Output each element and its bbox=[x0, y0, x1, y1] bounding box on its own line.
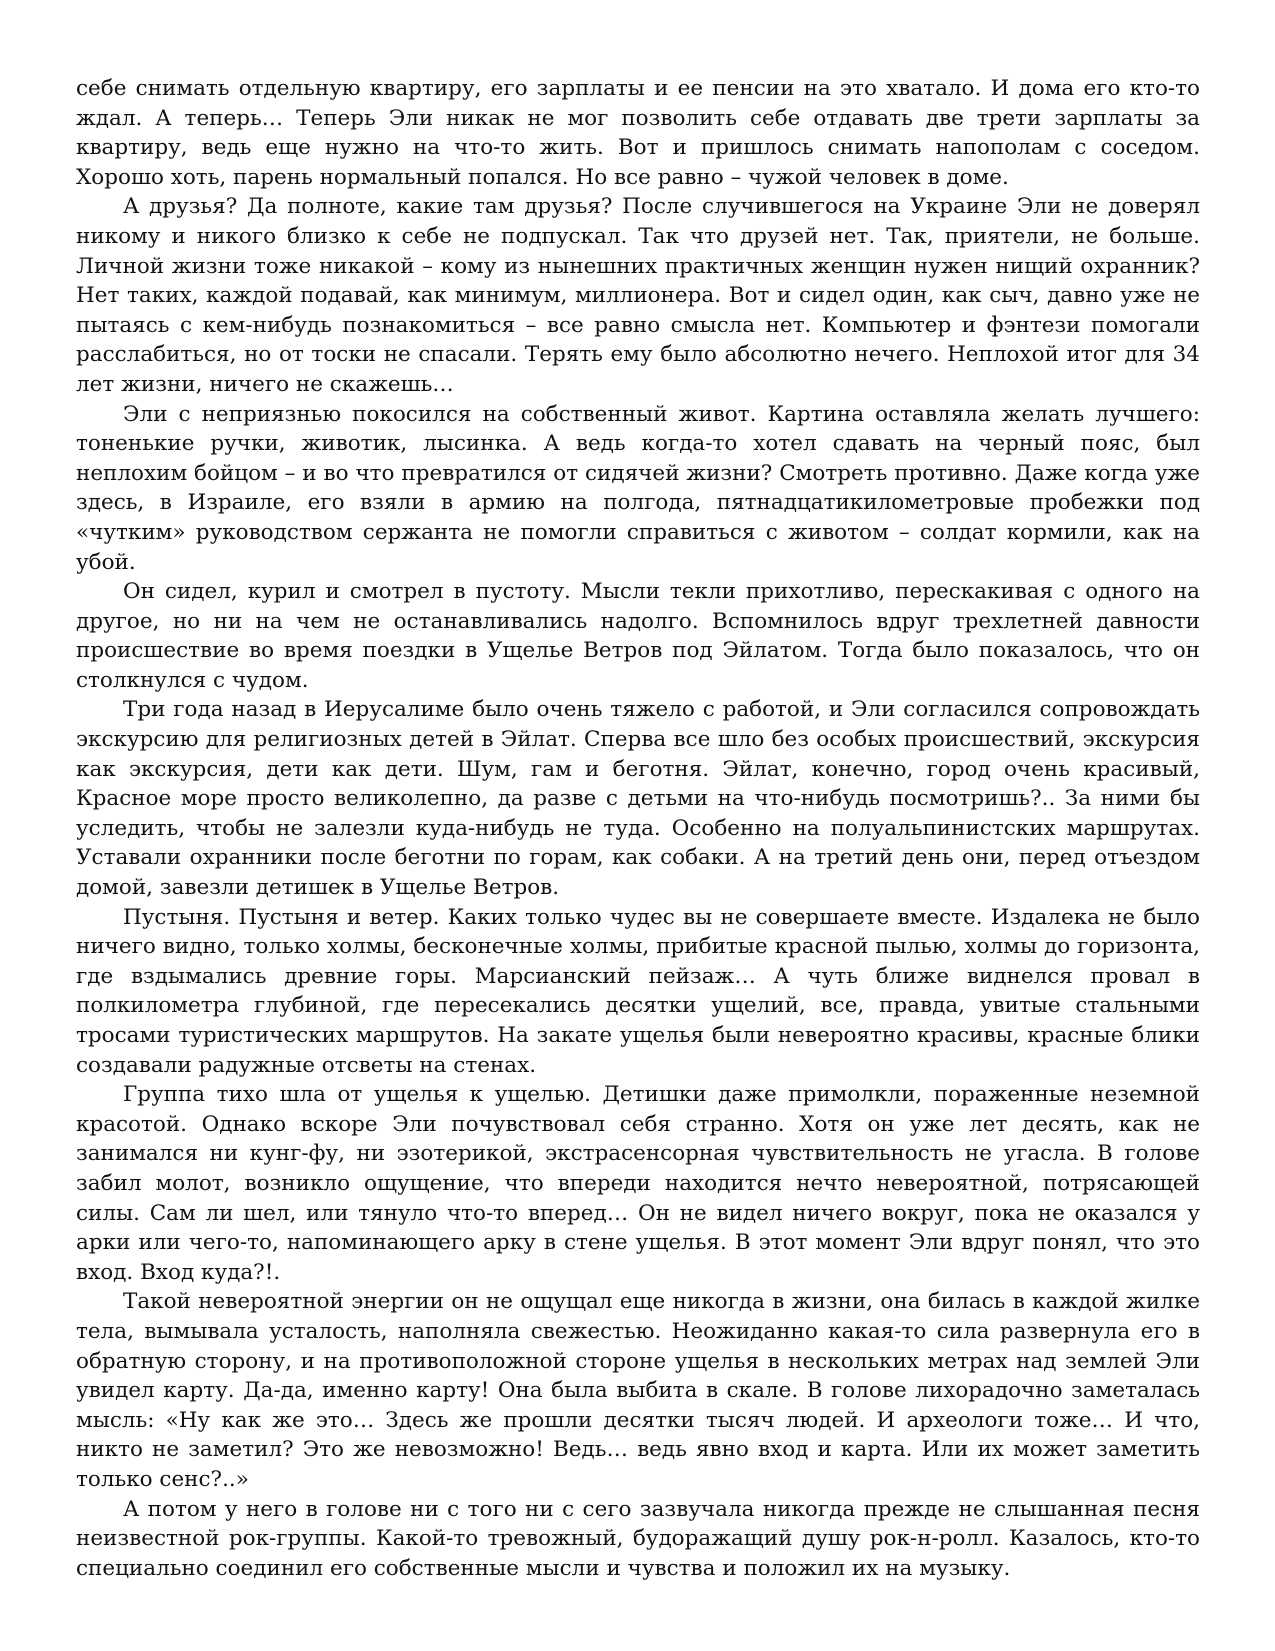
paragraph-5: Три года назад в Иерусалиме было очень тяжело с работой, и Эли согласился сопровождать экскурсию для религиозных детей в Эйлат. Сперва все шло без особых происшествий, экскурсия как экскурсия, дети как дети. Шум, гам и беготня. Эйлат, конечно, город очень красивый, Красное море просто великолепно, да разве с детьми на что-нибудь посмотришь?.. За ними бы уследить, чтобы не залезли куда-нибудь не туда. Особенно на полуальпинистских маршрутах. Уставали охранники после беготни по горам, как собаки. А на третий день они, перед отъездом домой, завезли детишек в Ущелье Ветров. bbox=[76, 697, 1200, 901]
paragraph-8: Такой невероятной энергии он не ощущал еще никогда в жизни, она билась в каждой жилке тела, вымывала усталость, наполняла свежестью. Неожиданно какая-то сила развернула его в обратную сторону, и на противоположной стороне ущелья в нескольких метрах над землей Эли увидел карту. Да-да, именно карту! Она была выбита в скале. В голове лихорадочно заметалась мысль: «Ну как же это… Здесь же прошли десятки тысяч людей. И археологи тоже… И что, никто не заметил? Это же невозможно! Ведь… ведь явно вход и карта. Или их может заметить только сенс?..» bbox=[76, 1289, 1200, 1492]
paragraph-4: Он сидел, курил и смотрел в пустоту. Мысли текли прихотливо, перескакивая с одного на другое, но ни на чем не останавливались надолго. Вспомнилось вдруг трехлетней давности происшествие во время поездки в Ущелье Ветров под Эйлатом. Тогда было показалось, что он столкнулся с чудом. bbox=[76, 579, 1200, 693]
paragraph-7: Группа тихо шла от ущелья к ущелью. Детишки даже примолкли, пораженные неземной красотой. Однако вскоре Эли почувствовал себя странно. Хотя он уже лет десять, как не занимался ни кунг-фу, ни эзотерикой, экстрасенсорная чувствительность не угасла. В голове забил молот, возникло ощущение, что впереди находится нечто невероятной, потрясающей силы. Сам ли шел, или тянуло что-то вперед… Он не видел ничего вокруг, пока не оказался у арки или чего-то, напоминающего арку в стене ущелья. В этот момент Эли вдруг понял, что это вход. Вход куда?!. bbox=[76, 1082, 1200, 1285]
paragraph-1: себе снимать отдельную квартиру, его зарплаты и ее пенсии на это хватало. И дома его кто-то ждал. А теперь… Теперь Эли никак не мог позволить себе отдавать две трети зарплаты за квартиру, ведь еще нужно на что-то жить. Вот и пришлось снимать напополам с соседом. Хорошо хоть, парень нормальный попался. Но все равно – чужой человек в доме. bbox=[76, 76, 1200, 190]
paragraph-3: Эли с неприязнью покосился на собственный живот. Картина оставляла желать лучшего: тоненькие ручки, животик, лысинка. А ведь когда-то хотел сдавать на черный пояс, был неплохим бойцом – и во что превратился от сидячей жизни? Смотреть противно. Даже когда уже здесь, в Израиле, его взяли в армию на полгода, пятнадцатикилометровые пробежки под «чутким» руководством сержанта не помогли справиться с животом – солдат кормили, как на убой. bbox=[76, 401, 1200, 575]
paragraph-9: А потом у него в голове ни с того ни с сего зазвучала никогда прежде не слышанная песня неизвестной рок-группы. Какой-то тревожный, будоражащий душу рок-н-ролл. Казалось, кто-то специально соединил его собственные мысли и чувства и положил их на музыку. bbox=[76, 1496, 1200, 1581]
paragraph-2: А друзья? Да полноте, какие там друзья? После случившегося на Украине Эли не доверял никому и никого близко к себе не подпускал. Так что друзей нет. Так, приятели, не больше. Личной жизни тоже никакой – кому из нынешних практичных женщин нужен нищий охранник? Нет таких, каждой подавай, как минимум, миллионера. Вот и сидел один, как сыч, давно уже не пытаясь с кем-нибудь познакомиться – все равно смысла нет. Компьютер и фэнтези помогали расслабиться, но от тоски не спасали. Терять ему было абсолютно нечего. Неплохой итог для 34 лет жизни, ничего не скажешь… bbox=[76, 194, 1200, 397]
page-body bbox=[76, 74, 1200, 1583]
paragraph-6: Пустыня. Пустыня и ветер. Каких только чудес вы не совершаете вместе. Издалека не было ничего видно, только холмы, бесконечные холмы, прибитые красной пылью, холмы до горизонта, где вздымались древние горы. Марсианский пейзаж… А чуть ближе виднелся провал в полкилометра глубиной, где пересекались десятки ущелий, все, правда, увитые стальными тросами туристических маршрутов. На закате ущелья были невероятно красивы, красные блики создавали радужные отсветы на стенах. bbox=[76, 904, 1200, 1078]
